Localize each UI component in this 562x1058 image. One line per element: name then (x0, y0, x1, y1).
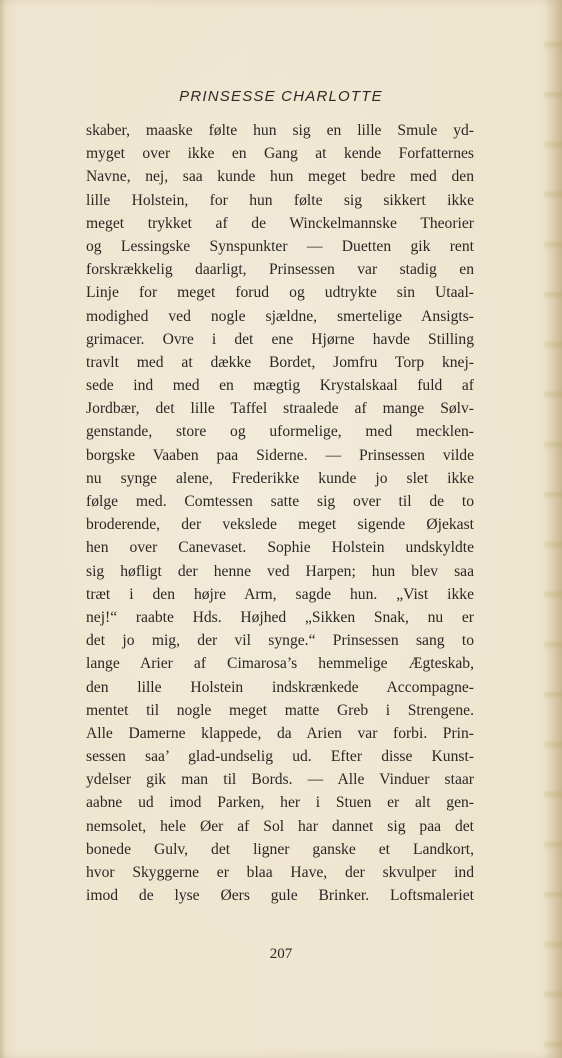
text-line: lange Arier af Cimarosa’s hemmelige Ægteskab, (86, 655, 474, 673)
text-line: sede ind med en mægtig Krystalskaal fuld af (86, 377, 474, 395)
text-line: nu synge alene, Frederikke kunde jo slet ikke (86, 469, 474, 487)
text-line: imod de lyse Øers gule Brinker. Loftsmaleriet (86, 887, 474, 905)
text-line: modighed ved nogle sjældne, smertelige Ansigts- (86, 307, 474, 325)
page-left-edge (0, 0, 6, 1058)
text-line: sessen saa’ glad-undselig ud. Efter disse Kunst- (86, 748, 474, 766)
text-line: broderende, der vekslede meget sigende Øjekast (86, 516, 474, 534)
text-line: følge med. Comtessen satte sig over til de to (86, 493, 474, 510)
text-line: sig høfligt der henne ved Harpen; hun blev saa (86, 562, 474, 580)
body-text (86, 119, 474, 907)
text-line: borgske Vaaben paa Siderne. — Prinsessen vilde (86, 446, 474, 464)
text-line: Alle Damerne klappede, da Arien var forbi. Prin- (86, 724, 474, 742)
text-line: aabne ud imod Parken, her i Stuen er alt gen- (86, 794, 474, 812)
text-line: mentet til nogle meget matte Greb i Strengene. (86, 701, 474, 719)
page-right-edge (544, 0, 562, 1058)
text-line: Navne, nej, saa kunde hun meget bedre med den (86, 168, 474, 186)
running-head: PRINSESSE CHARLOTTE (179, 88, 383, 105)
text-line: den lille Holstein indskrænkede Accompagne- (86, 678, 474, 696)
text-line: hen over Canevaset. Sophie Holstein undskyldte (86, 539, 474, 557)
text-line: Linje for meget forud og udtrykte sin Utaal- (86, 284, 474, 302)
text-line: genstande, store og uformelige, med mecklen- (86, 423, 474, 441)
text-line: nej!“ raabte Hds. Højhed „Sikken Snak, nu er (86, 608, 474, 626)
text-line: myget over ikke en Gang at kende Forfatternes (86, 145, 474, 163)
text-line: lille Holstein, for hun følte sig sikkert ikke (86, 191, 474, 209)
text-line: ydelser gik man til Bords. — Alle Vinduer staar (86, 771, 474, 789)
text-line: meget trykket af de Winckelmannske Theorier (86, 214, 474, 232)
text-line: forskrækkelig daarligt, Prinsessen var stadig en (86, 261, 474, 279)
text-line: skaber, maaske følte hun sig en lille Smule yd- (86, 122, 474, 139)
text-line: nemsolet, hele Øer af Sol har dannet sig paa det (86, 817, 474, 835)
text-line: træt i den højre Arm, sagde hun. „Vist ikke (86, 585, 474, 603)
text-line: det jo mig, der vil synge.“ Prinsessen sang to (86, 632, 474, 650)
text-line: travlt med at dække Bordet, Jomfru Torp knej- (86, 353, 474, 371)
text-line: hvor Skyggerne er blaa Have, der skvulper ind (86, 864, 474, 881)
text-line: grimacer. Ovre i det ene Hjørne havde Stilling (86, 330, 474, 348)
page-number: 207 (269, 946, 293, 962)
text-line: Jordbær, det lille Taffel straalede af mange Sølv- (86, 400, 474, 418)
text-line: og Lessingske Synspunkter — Duetten gik rent (86, 237, 474, 255)
text-line: bonede Gulv, det ligner ganske et Landkort, (86, 840, 474, 858)
